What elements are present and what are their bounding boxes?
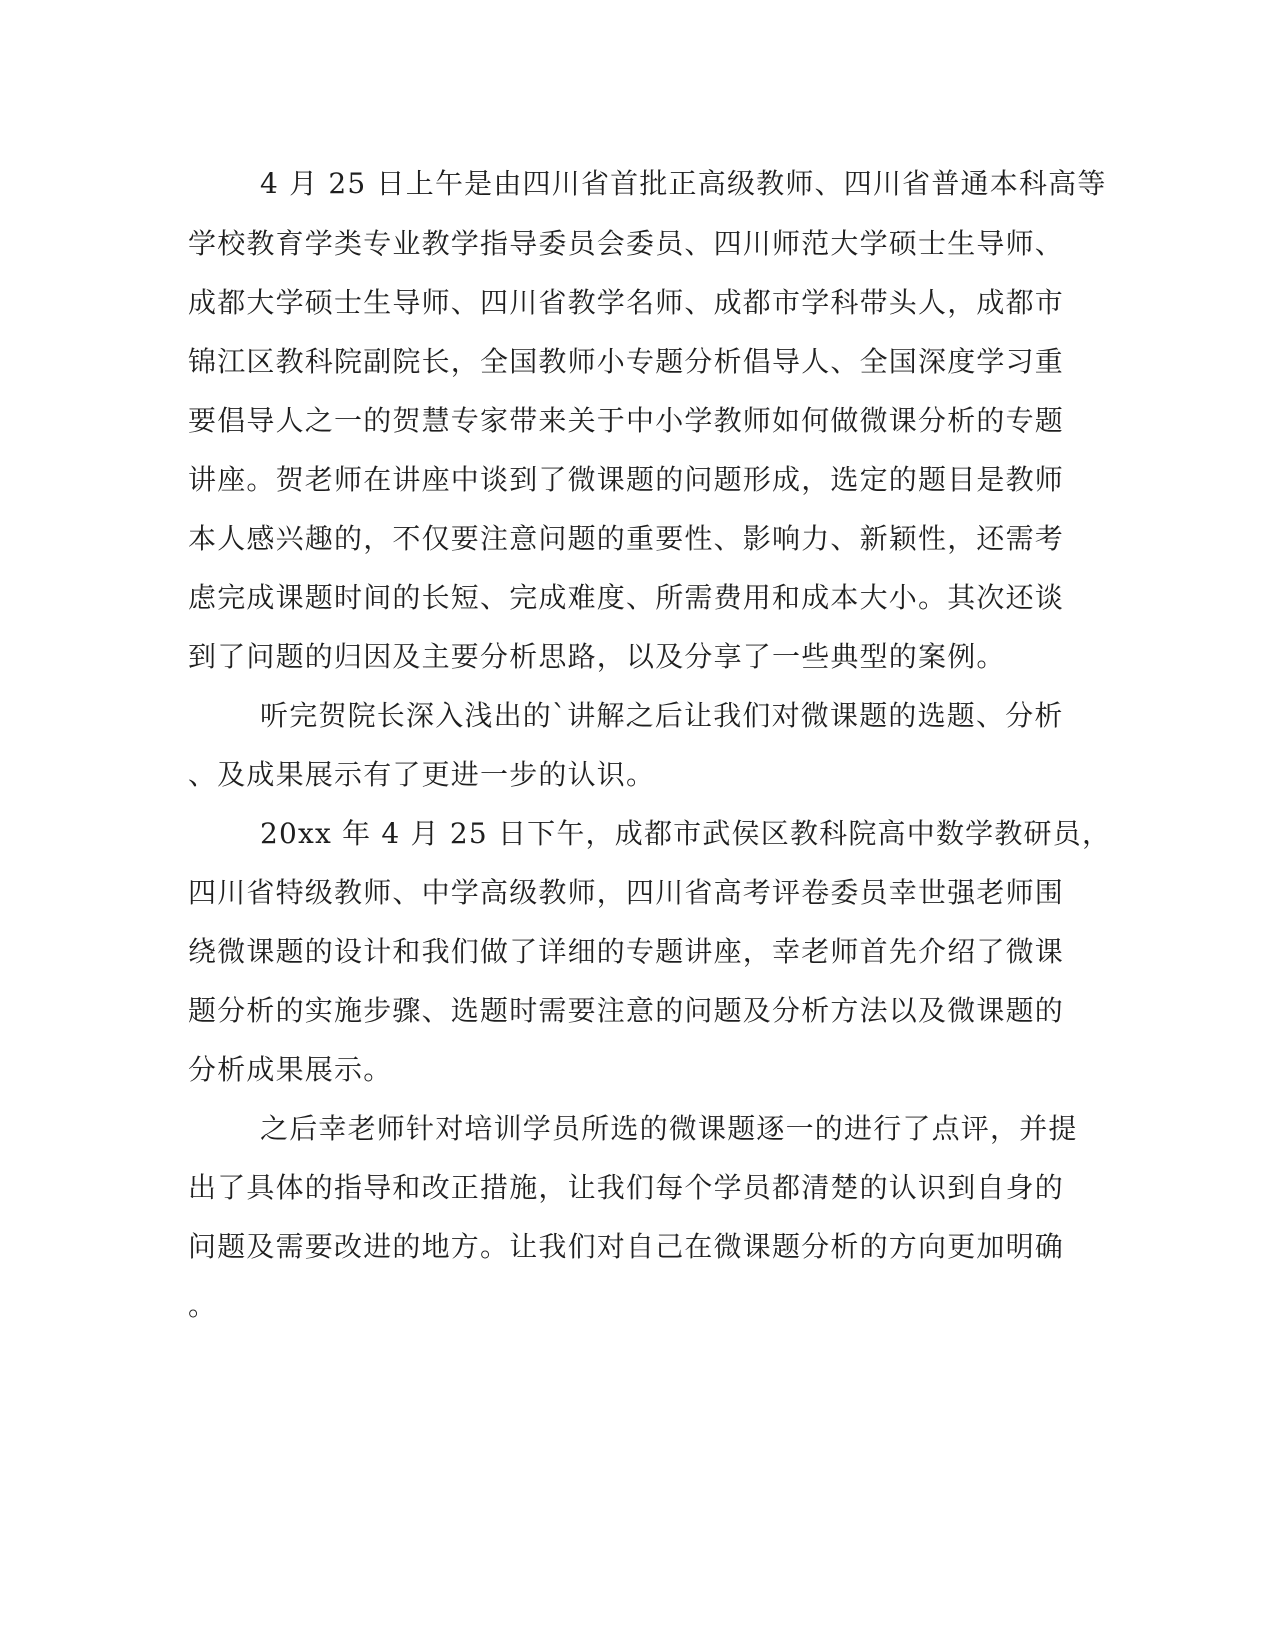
paragraph-3-line-2: 四川省特级教师、中学高级教师，四川省高考评卷委员幸世强老师围: [188, 876, 1065, 909]
paragraph-1-line-9: 到了问题的归因及主要分析思路，以及分享了一些典型的案例。: [188, 640, 1006, 673]
paragraph-3-line-5: 分析成果展示。: [188, 1053, 393, 1086]
paragraph-1-line-7: 本人感兴趣的，不仅要注意问题的重要性、影响力、新颖性，还需考: [188, 522, 1065, 555]
paragraph-4-line-4: 。: [188, 1289, 218, 1322]
paragraph-2-line-1: 听完贺院长深入浅出的`讲解之后让我们对微课题的选题、分析: [260, 699, 1064, 732]
paragraph-1-line-4: 锦江区教科院副院长，全国教师小专题分析倡导人、全国深度学习重: [188, 345, 1065, 378]
paragraph-4-line-2: 出了具体的指导和改正措施，让我们每个学员都清楚的认识到自身的: [188, 1171, 1065, 1204]
paragraph-3-line-3: 绕微课题的设计和我们做了详细的专题讲座，幸老师首先介绍了微课: [188, 935, 1065, 968]
paragraph-1-line-2: 学校教育学类专业教学指导委员会委员、四川师范大学硕士生导师、: [188, 227, 1065, 260]
paragraph-1-line-6: 讲座。贺老师在讲座中谈到了微课题的问题形成，选定的题目是教师: [188, 463, 1065, 496]
paragraph-1-line-3: 成都大学硕士生导师、四川省教学名师、成都市学科带头人，成都市: [188, 286, 1065, 319]
paragraph-3-line-4: 题分析的实施步骤、选题时需要注意的问题及分析方法以及微课题的: [188, 994, 1065, 1027]
paragraph-4-line-3: 问题及需要改进的地方。让我们对自己在微课题分析的方向更加明确: [188, 1230, 1065, 1263]
paragraph-1-line-8: 虑完成课题时间的长短、完成难度、所需费用和成本大小。其次还谈: [188, 581, 1065, 614]
paragraph-3-line-1: 20xx 年 4 月 25 日下午，成都市武侯区教科院高中数学教研员，: [260, 817, 1112, 850]
paragraph-2-line-2: 、及成果展示有了更进一步的认识。: [188, 758, 656, 791]
paragraph-1-line-5: 要倡导人之一的贺慧专家带来关于中小学教师如何做微课分析的专题: [188, 404, 1065, 437]
paragraph-4-line-1: 之后幸老师针对培训学员所选的微课题逐一的进行了点评，并提: [260, 1112, 1078, 1145]
paragraph-1-line-1: 4 月 25 日上午是由四川省首批正高级教师、四川省普通本科高等: [260, 167, 1107, 200]
